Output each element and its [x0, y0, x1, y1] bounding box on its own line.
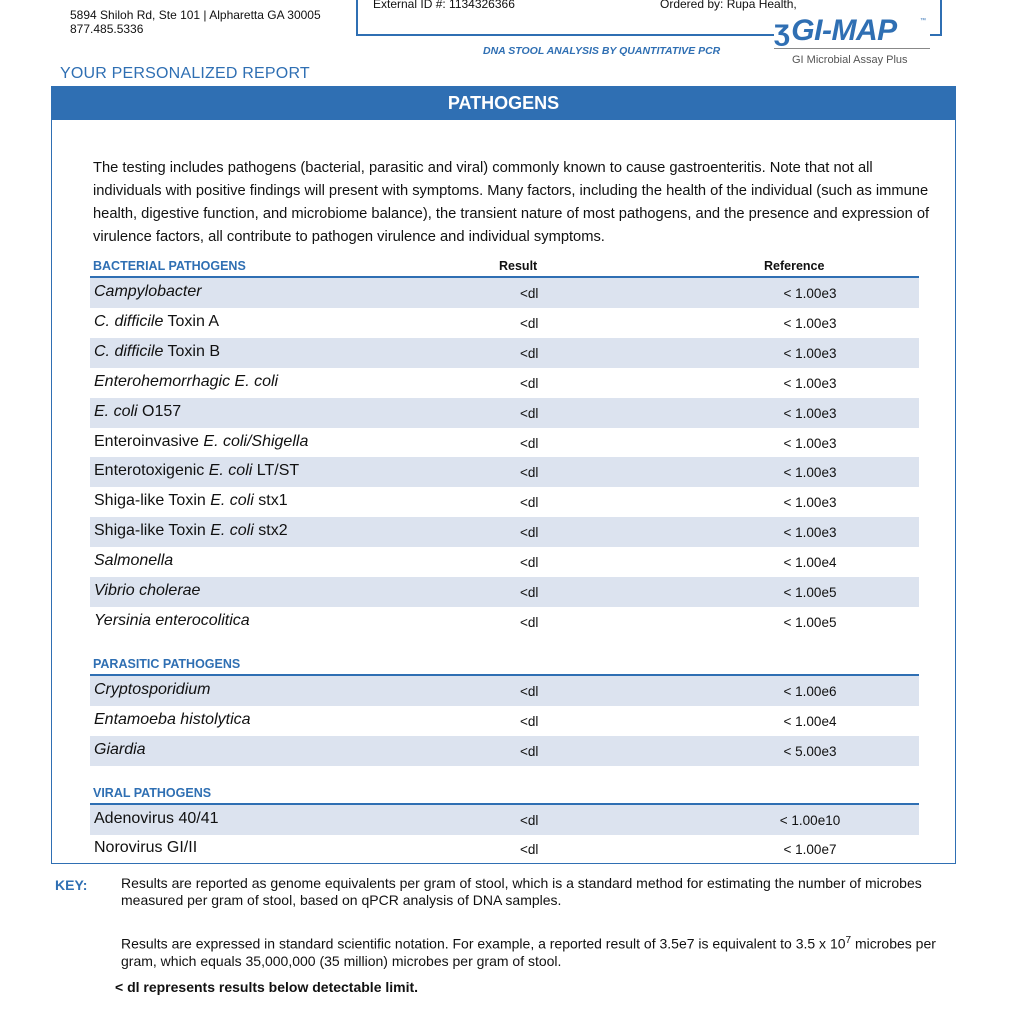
- pathogen-name: Salmonella: [94, 552, 174, 570]
- reference-value: < 1.00e3: [783, 495, 837, 511]
- table-row: [90, 398, 919, 428]
- key-notation-paragraph: [121, 932, 941, 970]
- pathogen-name: Enterotoxigenic E. coli LT/ST: [94, 462, 300, 480]
- table-row: [90, 428, 919, 458]
- pathogen-name: Cryptosporidium: [94, 680, 211, 698]
- table-row: [90, 278, 919, 308]
- reference-value: < 1.00e3: [783, 435, 837, 451]
- result-value: <dl: [520, 405, 539, 421]
- reference-value: < 1.00e10: [779, 812, 841, 828]
- gi-map-logo: [774, 12, 930, 68]
- table-row: [90, 607, 919, 637]
- pathogen-name: C. difficile Toxin B: [94, 342, 220, 360]
- reference-value: < 1.00e4: [783, 713, 837, 729]
- reference-value: < 1.00e3: [783, 286, 837, 301]
- phone-number: 877.485.5336: [70, 22, 144, 36]
- pathogen-name: Shiga-like Toxin E. coli stx2: [94, 522, 288, 540]
- reference-value: < 1.00e3: [783, 315, 837, 331]
- result-value: <dl: [520, 435, 539, 451]
- reference-value: < 1.00e3: [783, 465, 837, 481]
- pathogen-name: Giardia: [94, 740, 146, 758]
- pathogen-name: Norovirus GI/II: [94, 839, 198, 857]
- pathogen-name: E. coli O157: [94, 402, 182, 420]
- pathogen-name: Vibrio cholerae: [94, 582, 201, 599]
- key-label: KEY:: [55, 877, 88, 893]
- logo-subtitle: GI Microbial Assay Plus: [792, 54, 908, 66]
- result-value: <dl: [520, 286, 539, 301]
- reference-value: < 1.00e3: [783, 375, 837, 391]
- section-heading: BACTERIAL PATHOGENS: [93, 259, 246, 273]
- table-row: [90, 577, 919, 607]
- result-value: <dl: [520, 812, 539, 828]
- key-notation-text-cont: microbes per gram, which equals 35,000,000 (35 million) microbes per gram of stool.: [121, 935, 936, 969]
- address-line: 5894 Shiloh Rd, Ste 101 | Alpharetta GA 30005: [70, 8, 321, 22]
- reference-value: < 1.00e6: [783, 683, 837, 699]
- table-row: [90, 338, 919, 368]
- logo-wordmark: [774, 14, 897, 48]
- reference-value: < 1.00e3: [783, 345, 837, 361]
- pathogen-name: Shiga-like Toxin E. coli stx1: [94, 492, 288, 510]
- result-value: <dl: [520, 683, 539, 699]
- table-row: [90, 517, 919, 547]
- result-value: <dl: [520, 842, 539, 858]
- report-subtitle: DNA STOOL ANALYSIS BY QUANTITATIVE PCR: [483, 45, 721, 57]
- detection-limit-note: < dl represents results below detectable limit.: [115, 979, 419, 995]
- reference-value: < 1.00e5: [783, 585, 837, 600]
- result-value: <dl: [520, 375, 539, 391]
- pathogen-name: Entamoeba histolytica: [94, 710, 251, 728]
- table-row: [90, 457, 919, 487]
- section-heading: PARASITIC PATHOGENS: [93, 656, 241, 671]
- table-row: [90, 547, 919, 577]
- table-row: [90, 736, 919, 766]
- external-id: External ID #: 1134326366: [373, 0, 515, 11]
- pathogen-name: Enteroinvasive E. coli/Shigella: [94, 432, 309, 450]
- table-row: [90, 487, 919, 517]
- table-row: [90, 834, 919, 864]
- reference-value: < 1.00e3: [783, 525, 837, 541]
- pathogen-name: Enterohemorrhagic E. coli: [94, 372, 279, 390]
- pathogen-name: Adenovirus 40/41: [94, 809, 219, 827]
- reference-value: < 1.00e7: [783, 842, 837, 858]
- dna-icon: ʒ: [774, 14, 790, 47]
- result-value: <dl: [520, 495, 539, 511]
- lab-address: [70, 8, 321, 36]
- pathogen-name: Campylobacter: [94, 283, 202, 300]
- result-column-header: Result: [499, 259, 538, 273]
- result-value: <dl: [520, 465, 539, 481]
- reference-value: < 5.00e3: [783, 743, 837, 759]
- intro-paragraph: The testing includes pathogens (bacterial, parasitic and viral) commonly known to cause gastroenteritis. Note that not all individuals with positive findings will present with symptoms. Many factors, including the health of the individual (such as immune health, digestive function, and microbiome balance), the transient nature of most pathogens, and the presence and expression of virulence factors, all contribute to pathogen virulence and individual symptoms.: [93, 160, 930, 245]
- table-row: [90, 706, 919, 736]
- result-value: <dl: [520, 525, 539, 541]
- logo-divider: [774, 48, 930, 49]
- logo-text: GI-MAP: [791, 14, 897, 47]
- result-value: <dl: [520, 345, 539, 361]
- result-value: <dl: [520, 713, 539, 729]
- table-row: [90, 805, 919, 835]
- result-value: <dl: [520, 585, 539, 600]
- reference-column-header: Reference: [764, 259, 825, 273]
- pathogen-name: C. difficile Toxin A: [94, 312, 220, 330]
- trademark-mark: ™: [920, 18, 926, 24]
- key-paragraph: Results are reported as genome equivalents per gram of stool, which is a standard method for estimating the number of microbes measured per gram of stool, based on qPCR analysis of DNA samples.: [121, 875, 922, 908]
- report-title: YOUR PERSONALIZED REPORT: [60, 65, 310, 82]
- result-value: <dl: [520, 743, 539, 759]
- result-value: <dl: [520, 555, 539, 571]
- reference-value: < 1.00e5: [783, 614, 837, 630]
- reference-value: < 1.00e4: [783, 555, 837, 571]
- table-row: [90, 676, 919, 706]
- key-notation-text: Results are expressed in standard scientific notation. For example, a reported result of 3.5e7 is equivalent to 3.5 x 10: [121, 935, 846, 952]
- result-value: <dl: [520, 315, 539, 331]
- pathogen-name: Yersinia enterocolitica: [94, 611, 250, 629]
- table-row: [90, 368, 919, 398]
- section-heading: VIRAL PATHOGENS: [93, 785, 212, 800]
- result-value: <dl: [520, 614, 539, 630]
- reference-value: < 1.00e3: [783, 405, 837, 421]
- table-row: [90, 308, 919, 338]
- exponent: 7: [845, 935, 852, 946]
- section-title: PATHOGENS: [51, 86, 956, 120]
- ordered-by: Ordered by: Rupa Health,: [660, 0, 797, 11]
